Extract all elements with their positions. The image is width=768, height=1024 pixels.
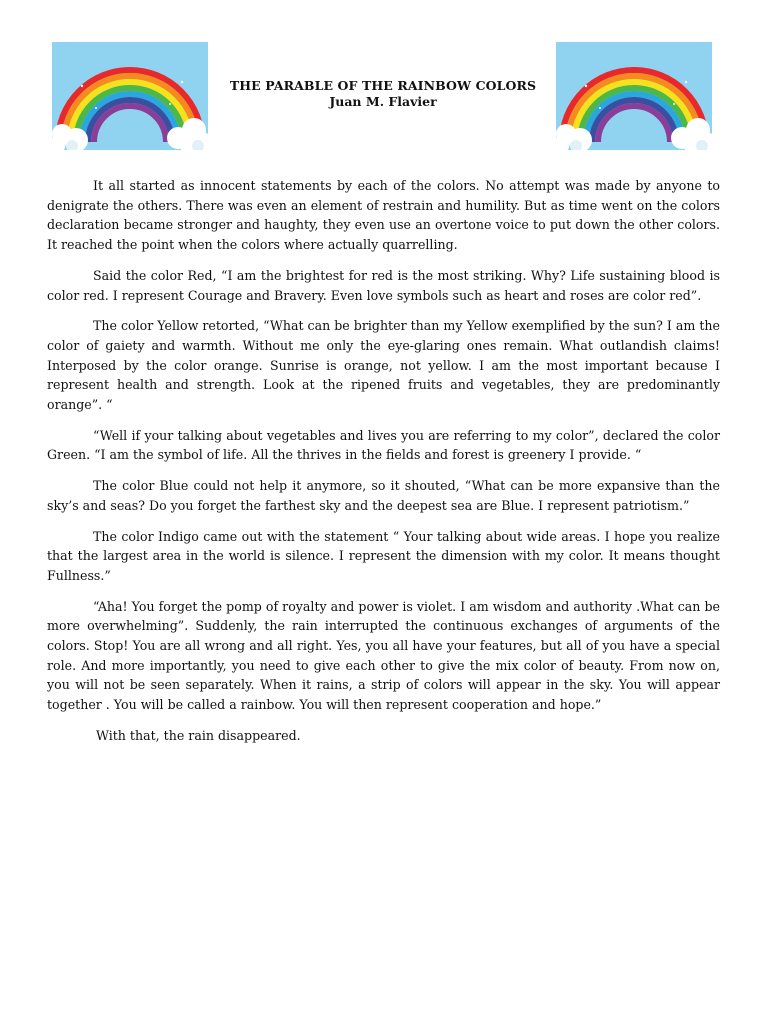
paragraph-closing: With that, the rain disappeared. xyxy=(96,727,301,743)
paragraph-yellow-orange: The color Yellow retorted, “What can be brighter than my Yellow exemplified by the sun? I am the color of gaiety and warmth. Without me only the eye-glaring ones remain. What outlandish claims! Interposed by the color orange. Sunrise is orange, not yellow. I am the most important because I represent health and strength. Look at the ripened fruits and vegetables, they are predominantly orange”. “ xyxy=(47,318,720,413)
document-header xyxy=(210,78,556,110)
document-title: THE PARABLE OF THE RAINBOW COLORS xyxy=(229,78,537,93)
paragraph-violet-rain: “Aha! You forget the pomp of royalty and power is violet. I am wisdom and authority .What can be more overwhelming”. Suddenly, the rain interrupted the continuous exchanges of arguments of the colors. Stop! You are all wrong and all right. Yes, you all have your features, but all of you have a special role. And more importantly, you need to give each other to give the mix color of beauty. From now on, you will not be seen separately. When it rains, a strip of colors will appear in the sky. You will appear together . You will be called a rainbow. You will then represent cooperation and hope.” xyxy=(47,598,720,713)
paragraph-blue: The color Blue could not help it anymore, so it shouted, “What can be more expansive than the sky’s and seas? Do you forget the farthest sky and the deepest sea are Blue. I represent patriotism.” xyxy=(47,478,720,513)
paragraph-green: “Well if your talking about vegetables and lives you are referring to my color”, declared the color Green. “I am the symbol of life. All the thrives in the fields and forest is greenery I provide. “ xyxy=(47,427,720,463)
rainbow-image-left xyxy=(52,42,208,150)
paragraph-red: Said the color Red, “I am the brightest for red is the most striking. Why? Life sustaining blood is color red. I represent Courage and Bravery. Even love symbols such as heart and roses are color red”. xyxy=(47,267,720,303)
document-body xyxy=(47,176,720,757)
rainbow-icon xyxy=(556,42,712,150)
rainbow-icon xyxy=(52,42,208,150)
paragraph-indigo: The color Indigo came out with the statement “ Your talking about wide areas. I hope you realize that the largest area in the world is silence. I represent the dimension with my color. It means thought Fullness.” xyxy=(47,528,720,583)
document-author: Juan M. Flavier xyxy=(329,94,437,109)
rainbow-image-right xyxy=(556,42,712,150)
paragraph-intro: It all started as innocent statements by each of the colors. No attempt was made by anyone to denigrate the others. There was even an element of restrain and humility. But as time went on the colors declaration became stronger and haughty, they even use an overtone voice to put down the other colors. It reached the point when the colors where actually quarrelling. xyxy=(47,178,720,253)
